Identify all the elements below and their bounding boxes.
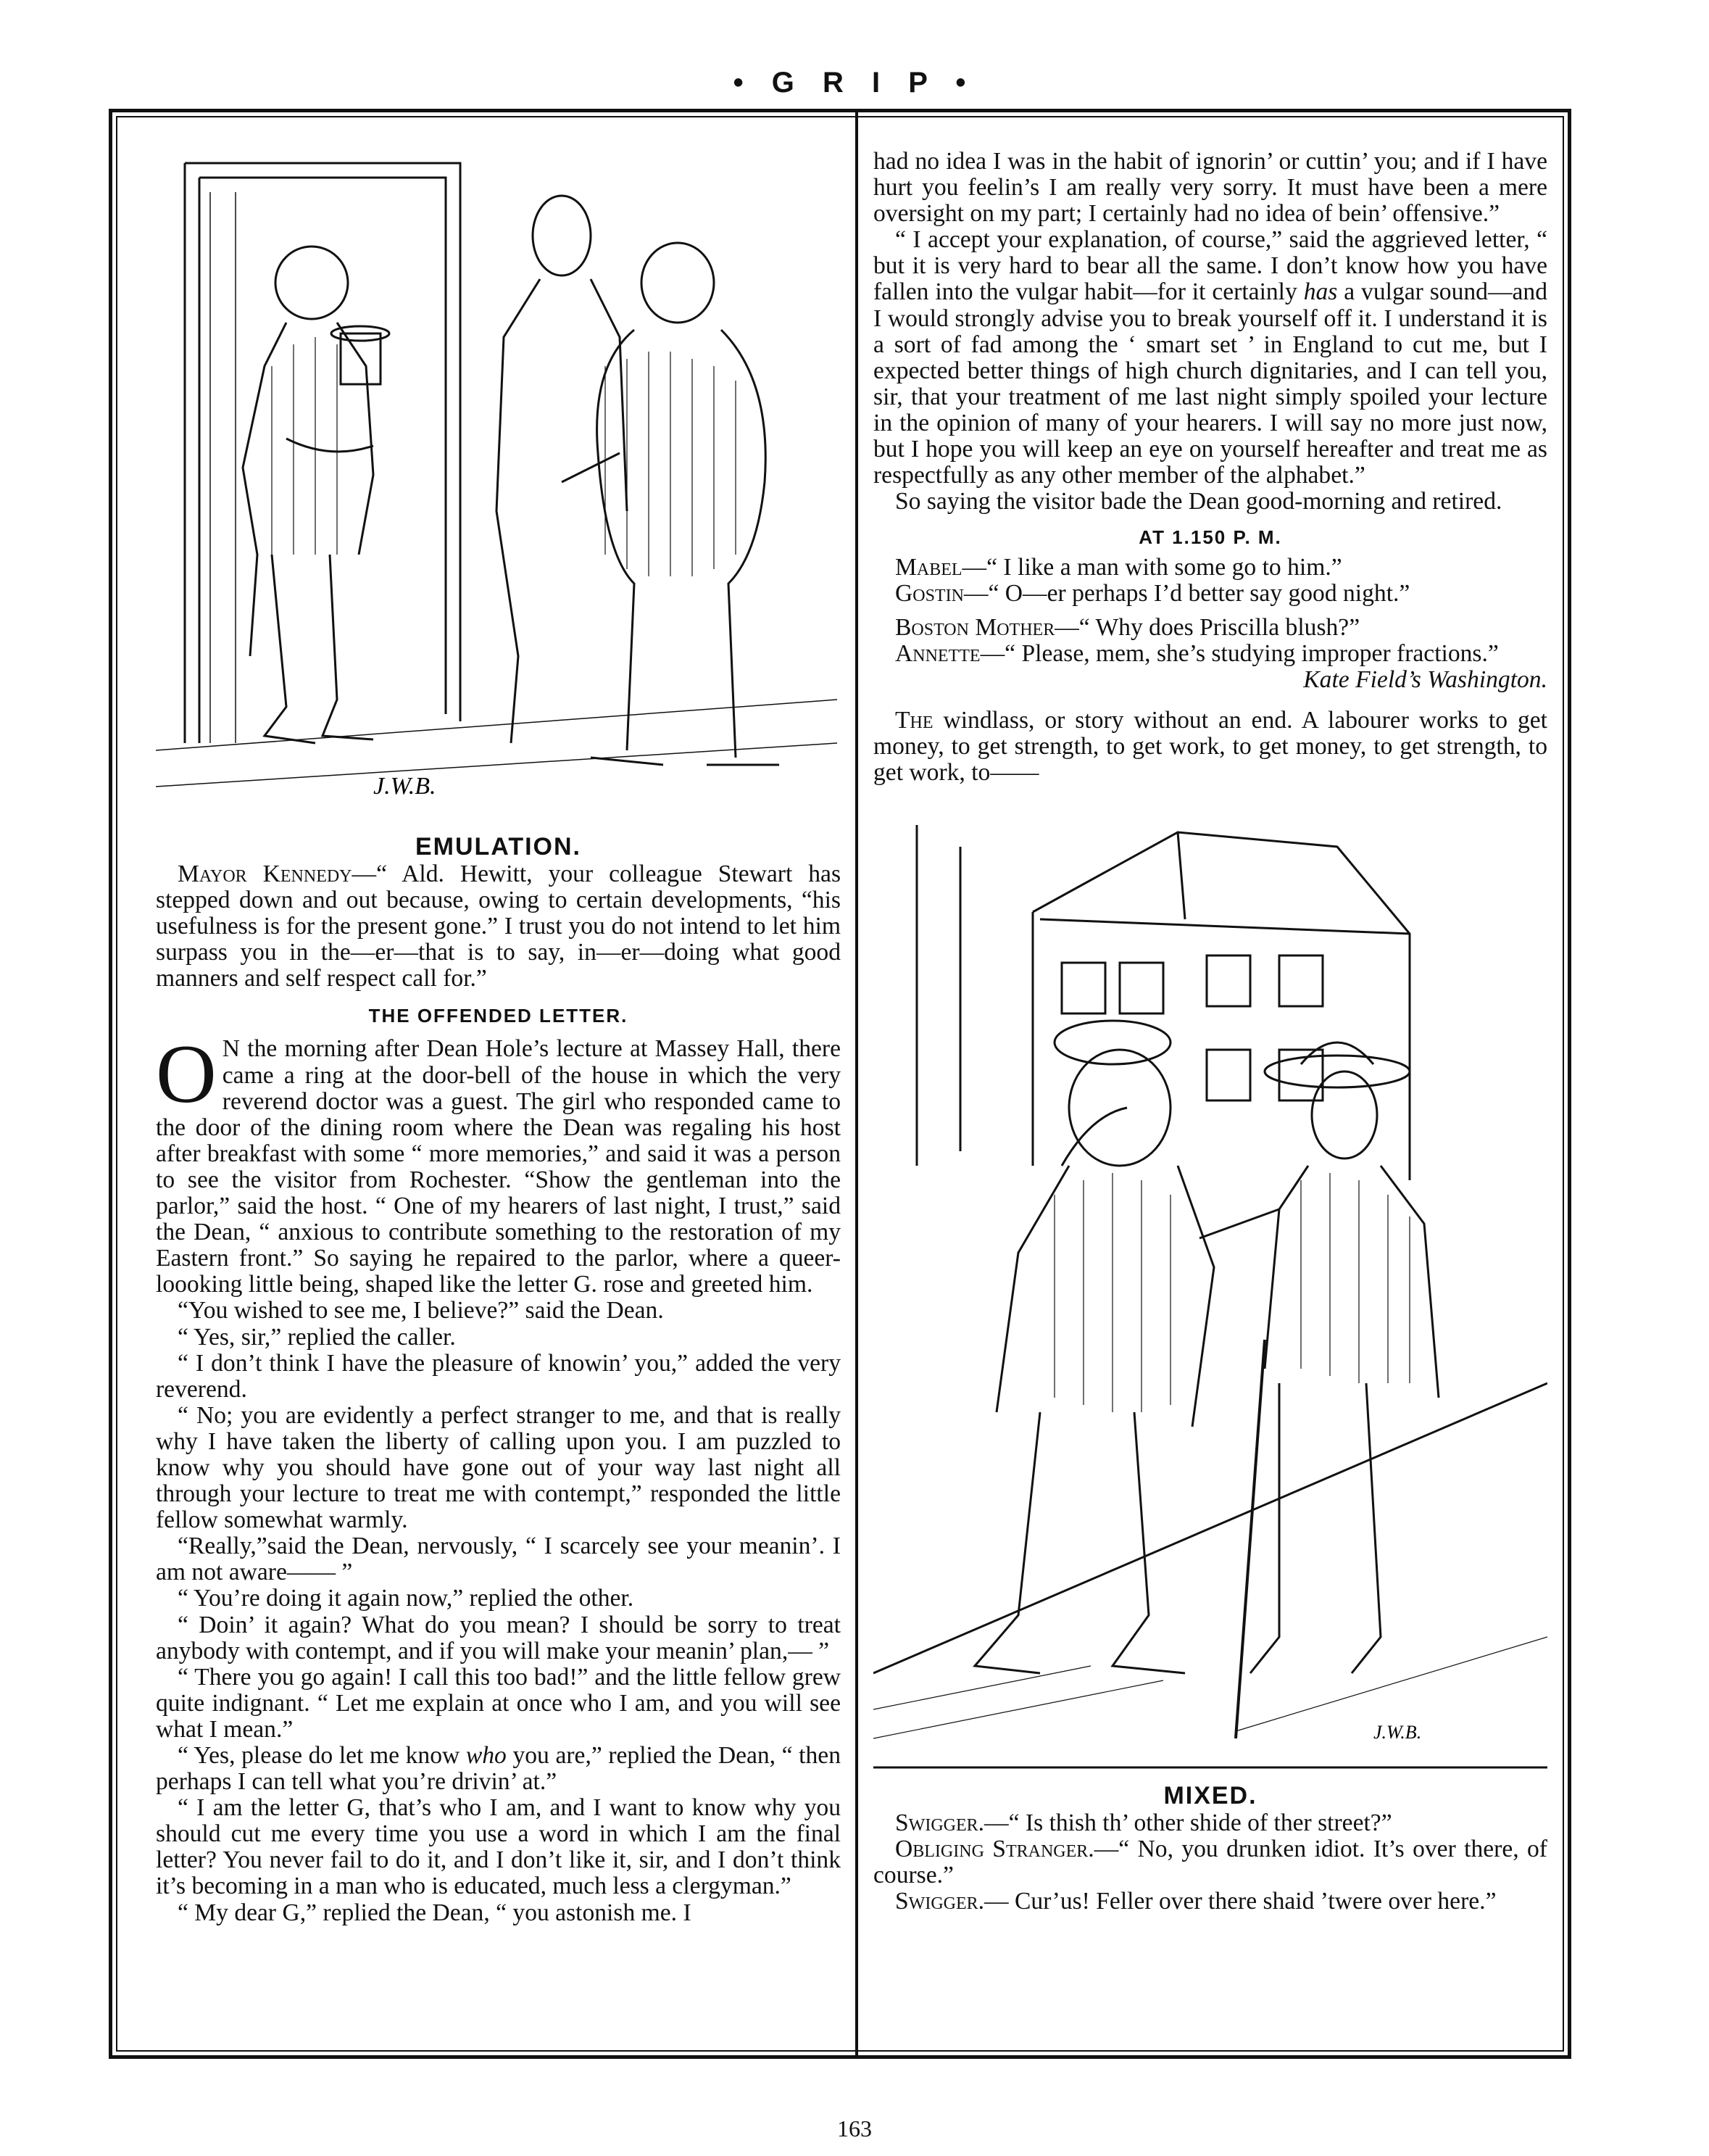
story-paragraph (156, 1743, 841, 1795)
windlass-text: windlass, or story without an end. A labourer works to get money, to get strength, to get work, to get money, to get strength, to get work, to—— (873, 706, 1547, 786)
speaker-name: Annette (895, 639, 981, 667)
story-paragraph: “ My dear G,” replied the Dean, “ you astonish me. I (178, 1899, 691, 1926)
speaker-name: Mayor Kennedy (178, 861, 352, 887)
story-paragraph: “ I am the letter G, that’s who I am, and I want to know why you should cut me every time you use a word in which I am the final letter? You never fail to do it, and I don’t like it, sir, and I don’t think it’s becoming in a man who is educated, much less a clergyman.” (156, 1794, 841, 1900)
story-paragraph: So saying the visitor bade the Dean good-morning and retired. (895, 488, 1502, 515)
story-text: “ Yes, please do let me know (178, 1742, 466, 1769)
dialogue-text: —“ I like a man with some go to him.” (962, 554, 1342, 581)
lead-word: The (895, 706, 933, 734)
dialogue-line (873, 1836, 1547, 1888)
speaker-name: Swigger. (895, 1888, 985, 1915)
page-number: 163 (837, 2115, 872, 2142)
dialogue-text: —“ Is thish th’ other shide of ther street?” (984, 1809, 1392, 1837)
drop-cap: O (156, 1028, 217, 1121)
dialogue-line (873, 555, 1547, 581)
story-paragraph: “You wished to see me, I believe?” said the Dean. (178, 1297, 664, 1324)
dialogue-text: —“ Why does Priscilla blush?” (1055, 613, 1360, 641)
story-paragraph: “ You’re doing it again now,” replied the other. (178, 1585, 634, 1612)
story-text: N the morning after Dean Hole’s lecture at Massey Hall, there came a ring at the door-bell of the house in which the very reverend doctor was a guest. The girl who responded came to the door of the dining room where the Dean was regaling his host after breakfast with some “ more memories,” and said it was a person to see the visitor from Rochester. “Show the gentleman into the parlor,” said the host. “ One of my hearers of last night, I trust,” said the Dean, “ anxious to contribute something to the restoration of my Eastern front.” So saying he repaired to the parlor, where a queer-loooking little being, shaped like the letter G. rose and greeted him. (156, 1035, 841, 1298)
speaker-name: Mabel (895, 554, 962, 581)
story-paragraph (873, 227, 1547, 489)
heading-at-time: AT 1.150 P. M. (1139, 526, 1282, 549)
dialogue-text: —“ No, you drunken idiot. It’s over there, of course.” (873, 1836, 1547, 1889)
dialogue-text: —“ O—er perhaps I’d better say good night.” (963, 580, 1410, 608)
emulation-illustration (156, 149, 841, 823)
emulation-text: —“ Ald. Hewitt, your colleague Stewart has stepped down and out because, owing to certain developments, “his usefulness is for the present gone.” I trust you do not intend to let him surpass you in the—er—that is to say, in—er—doing what good manners and self respect call for.” (156, 861, 841, 992)
heading-offended-letter: THE OFFENDED LETTER. (368, 1005, 628, 1027)
story-text: “ I accept your explanation, of course,” said the aggrieved letter, “ but it is very hard to bear all the same. I don’t know how you have fallen into the vulgar habit—for it certainly (873, 226, 1547, 306)
dialogue-line (873, 615, 1547, 641)
column-divider (855, 109, 858, 2059)
story-text: you are,” replied the Dean, “ then perhaps I can tell what you’re drivin’ at.” (156, 1742, 841, 1796)
dialogue-line (873, 1810, 1547, 1836)
citation: Kate Field’s Washington. (1303, 666, 1547, 693)
story-paragraph: “ There you go again! I call this too bad!” and the little fellow grew quite indignant. “ Let me explain at once who I am, and you will see what I mean.” (156, 1663, 841, 1743)
speaker-name: Obliging Stranger. (895, 1836, 1094, 1863)
windlass-paragraph (873, 708, 1547, 786)
story-paragraph (156, 1028, 841, 1298)
dialogue-text: — Cur’us! Feller over there shaid ’twere over here.” (984, 1888, 1497, 1915)
mixed-illustration (873, 803, 1547, 1775)
speaker-name: Gostin (895, 580, 964, 608)
heading-emulation: EMULATION. (415, 833, 581, 861)
story-paragraph: “ Yes, sir,” replied the caller. (178, 1323, 456, 1351)
story-emphasis: has (1303, 278, 1338, 306)
dialogue-line (873, 641, 1547, 667)
dialogue-line (873, 581, 1547, 607)
masthead: • G R I P • (733, 67, 976, 99)
speaker-name: Swigger. (895, 1809, 985, 1837)
right-column (873, 149, 1547, 1915)
illustration-signature-right: J.W.B. (1373, 1722, 1422, 1744)
story-paragraph: “Really,”said the Dean, nervously, “ I scarcely see your meanin’. I am not aware—— ” (156, 1533, 841, 1586)
heading-mixed: MIXED. (1163, 1782, 1257, 1810)
story-text: a vulgar sound—and I would strongly advise you to break yourself off it. I understand it is a sort of fad among the ‘ smart set ’ in England to cut me, but I expected better things of high church dignitaries, and I can tell you, sir, that your treatment of me last night simply spoiled your lecture in the opinion of many of your hearers. I will say no more just now, but I hope you will keep an eye on yourself hereafter and treat me as respectfully as any other member of the alphabet.” (873, 278, 1547, 489)
story-paragraph: “ No; you are evidently a perfect stranger to me, and that is really why I have taken the liberty of calling upon you. I am puzzled to know why you should have gone out of your way last night all through your lecture to treat me with contempt,” responded the little fellow somewhat warmly. (156, 1401, 841, 1534)
speaker-name: Boston Mother (895, 613, 1055, 641)
story-paragraph: “ I don’t think I have the pleasure of knowin’ you,” added the very reverend. (156, 1349, 841, 1403)
story-paragraph: “ Doin’ it again? What do you mean? I should be sorry to treat anybody with contempt, and if you will make your meanin’ plan,— ” (156, 1611, 841, 1664)
emulation-paragraph (156, 861, 841, 992)
dialogue-line (873, 1888, 1547, 1915)
story-emphasis: who (465, 1742, 507, 1769)
dialogue-text: —“ Please, mem, she’s studying improper fractions.” (980, 639, 1499, 667)
illustration-signature-left: J.W.B. (373, 773, 436, 800)
story-paragraph: had no idea I was in the habit of ignorin’ or cuttin’ you; and if I have hurt you feelin’s I am really very sorry. It must have been a mere oversight on my part; I certainly had no idea of bein’ offensive.” (873, 148, 1547, 228)
left-column (156, 149, 841, 1926)
